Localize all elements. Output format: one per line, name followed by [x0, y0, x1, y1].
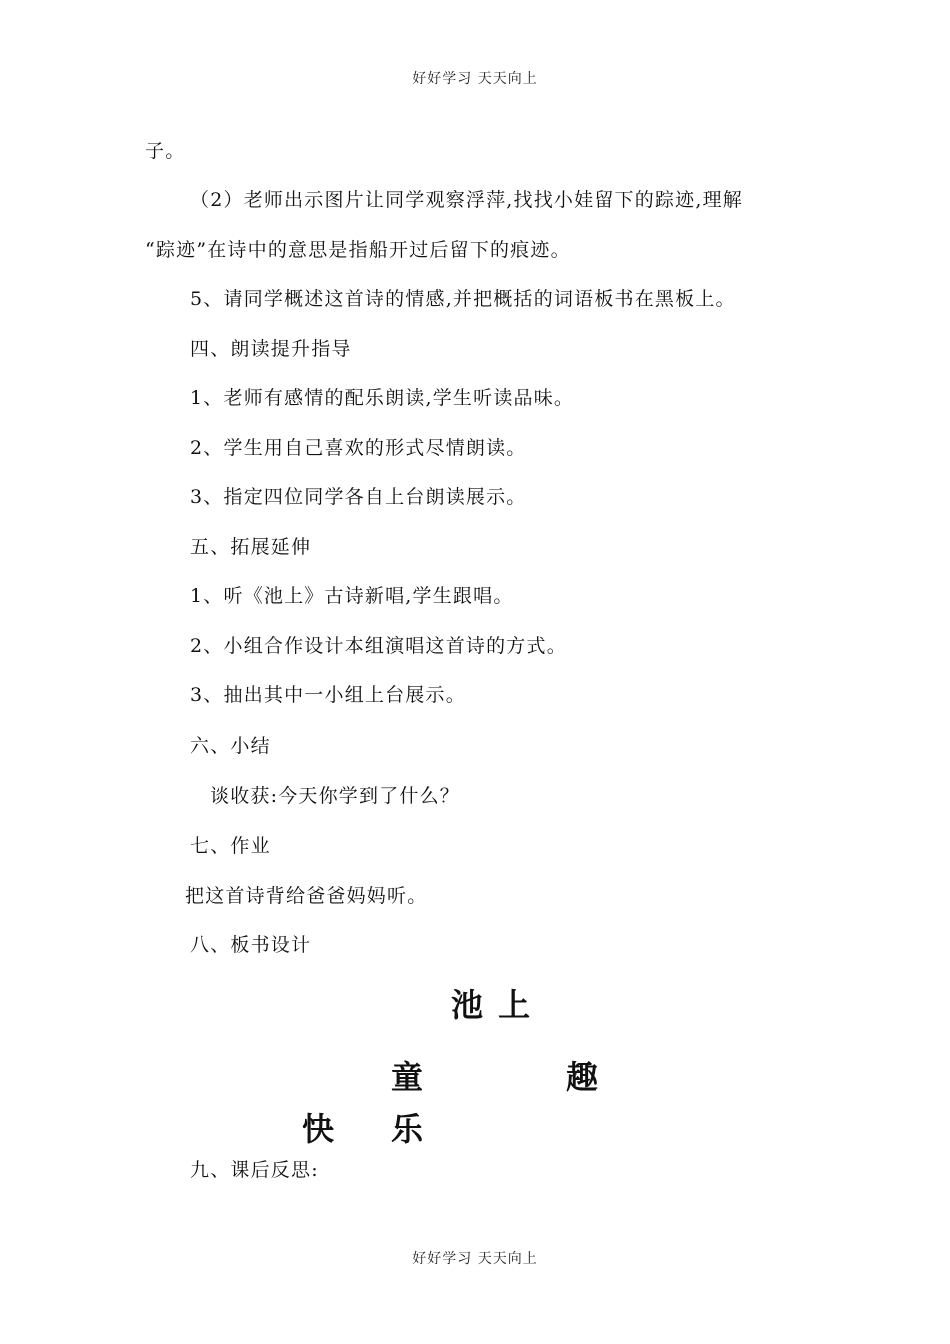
body-line: （2）老师出示图片让同学观察浮萍,找找小娃留下的踪迹,理解: [190, 189, 743, 211]
section-heading: 八、板书设计: [190, 934, 312, 956]
section-heading: 四、朗读提升指导: [190, 338, 352, 360]
body-line: 3、指定四位同学各自上台朗读展示。: [190, 486, 527, 508]
body-line: 1、老师有感情的配乐朗读,学生听读品味。: [190, 387, 575, 409]
body-line: 把这首诗背给爸爸妈妈听。: [185, 885, 428, 907]
body-line: 5、请同学概述这首诗的情感,并把概括的词语板书在黑板上。: [190, 288, 736, 310]
board-title: 池 上: [451, 986, 533, 1024]
page-footer: 好好学习 天天向上: [412, 1251, 538, 1267]
body-line: 1、听《池上》古诗新唱,学生跟唱。: [190, 585, 514, 607]
body-line: 子。: [145, 140, 186, 162]
section-heading: 五、拓展延伸: [190, 536, 312, 558]
board-word: 童: [391, 1058, 426, 1096]
body-line: “踪迹”在诗中的意思是指船开过后留下的痕迹。: [145, 239, 571, 261]
body-line: 2、学生用自己喜欢的形式尽情朗读。: [190, 437, 527, 459]
body-line: 2、小组合作设计本组演唱这首诗的方式。: [190, 635, 567, 657]
body-line: 3、抽出其中一小组上台展示。: [190, 684, 466, 706]
board-word: 趣: [566, 1058, 601, 1096]
section-heading: 七、作业: [190, 835, 271, 857]
section-heading: 九、课后反思:: [190, 1159, 319, 1181]
page-header: 好好学习 天天向上: [412, 71, 538, 87]
board-word: 快: [302, 1110, 337, 1148]
body-line: 谈收获:今天你学到了什么？: [210, 785, 461, 807]
board-word: 乐: [391, 1110, 426, 1148]
section-heading: 六、小结: [190, 735, 271, 757]
